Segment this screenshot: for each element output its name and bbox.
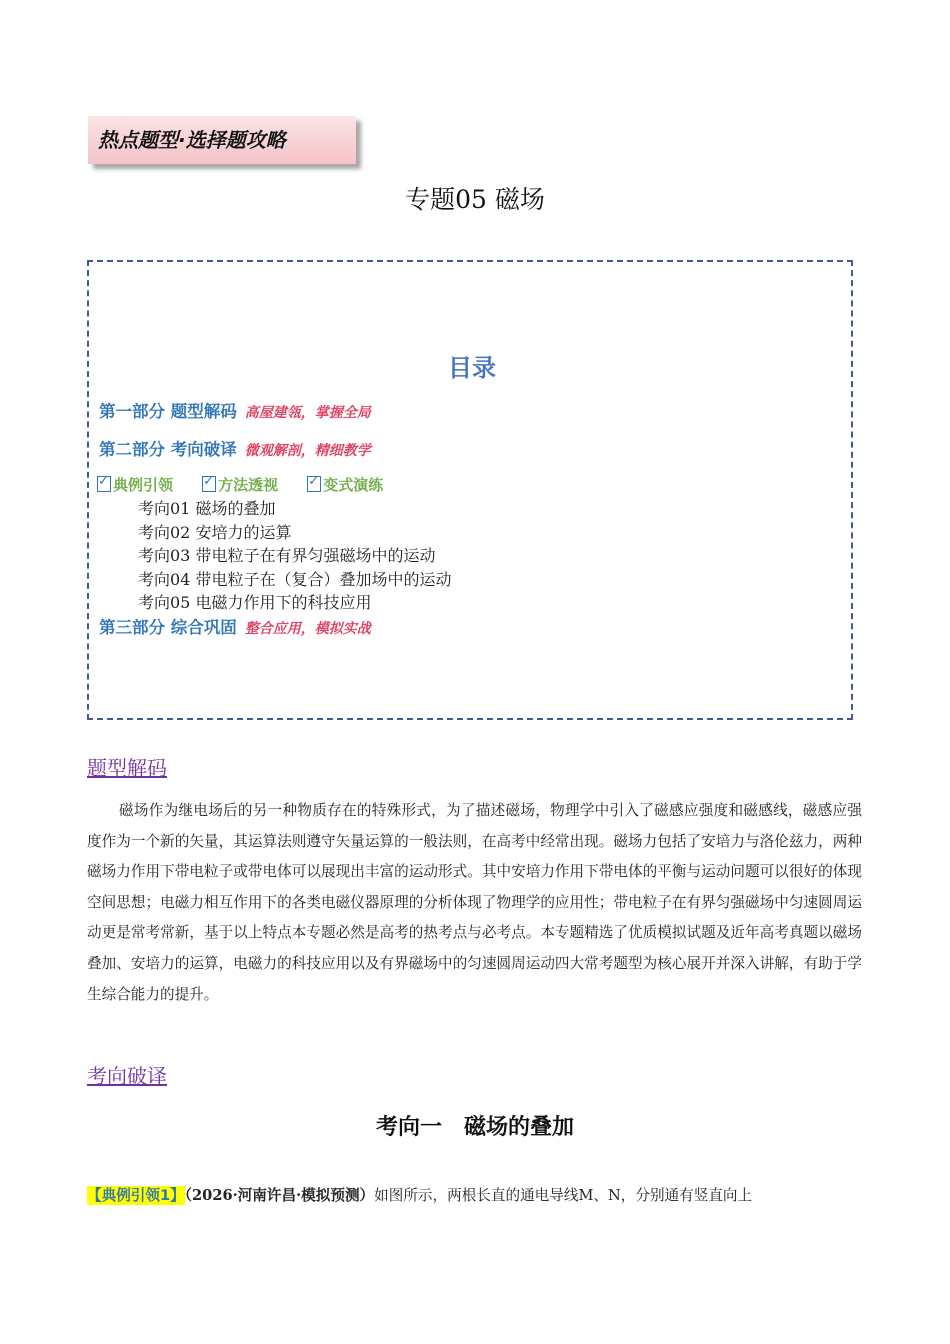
toc-part-1[interactable] xyxy=(99,398,371,424)
direction-subtitle: 考向一 磁场的叠加 xyxy=(375,1115,574,1140)
toc-direction-5[interactable]: 考向05 电磁力作用下的科技应用 xyxy=(138,593,372,612)
example-text: 如图所示，两根长直的通电导线M、N，分别通有竖直向上 xyxy=(374,1187,753,1204)
document-title: 专题05 磁场 xyxy=(405,185,545,214)
section-heading-question-types[interactable]: 题型解码 xyxy=(87,756,167,780)
toc-part-label: 第一部分 题型解码 xyxy=(99,402,237,421)
toc-direction-1[interactable]: 考向01 磁场的叠加 xyxy=(138,499,276,518)
section-heading-directions[interactable]: 考向破译 xyxy=(87,1064,167,1088)
toc-part-2[interactable] xyxy=(99,436,371,462)
tag-practice[interactable] xyxy=(307,474,383,495)
toc-title: 目录 xyxy=(448,354,496,382)
toc-part-slogan: 整合应用，模拟实战 xyxy=(244,621,371,637)
example-source: （2026·河南许昌·模拟预测） xyxy=(184,1187,375,1204)
tag-label: 方法透视 xyxy=(218,476,279,494)
example-line xyxy=(87,1184,752,1205)
tag-method[interactable] xyxy=(202,474,278,495)
toc-part-label: 第二部分 考向破译 xyxy=(99,440,237,459)
header-banner xyxy=(88,116,356,164)
tag-typical-example[interactable] xyxy=(97,474,173,495)
toc-part-3[interactable] xyxy=(99,614,371,640)
toc-part-slogan: 高屋建瓴，掌握全局 xyxy=(244,405,371,421)
intro-paragraph: 磁场作为继电场后的另一种物质存在的特殊形式，为了描述磁场，物理学中引入了磁感应强度和磁感线，磁感应强度作为一个新的矢量，其运算法则遵守矢量运算的一般法则，在高考中经常出现。磁场力包括了安培力与洛伦兹力，两种磁场力作用下带电粒子或带电体可以展现出丰富的运动形式。其中安培力作用下带电体的平衡与运动问题可以很好的体现空间思想；电磁力相互作用下的各类电磁仪器原理的分析体现了物理学的应用性；带电粒子在有界匀强磁场中匀速圆周运动更是常考常新，基于以上特点本专题必然是高考的热考点与必考点。本专题精选了优质模拟试题及近年高考真题以磁场叠加、安培力的运算，电磁力的科技应用以及有界磁场中的匀速圆周运动四大常考题型为核心展开并深入讲解，有助于学生综合能力的提升。 xyxy=(87,802,862,1003)
checkbox-doc-icon xyxy=(97,476,111,492)
tag-label: 典例引领 xyxy=(113,476,174,494)
tag-label: 变式演练 xyxy=(323,476,384,494)
checkbox-doc-icon xyxy=(307,476,321,492)
toc-part-label: 第三部分 综合巩固 xyxy=(99,618,237,637)
toc-tags xyxy=(97,474,407,498)
example-tag: 【典例引领1】 xyxy=(87,1187,185,1204)
toc-direction-3[interactable]: 考向03 带电粒子在有界匀强磁场中的运动 xyxy=(138,546,436,565)
toc-direction-4[interactable]: 考向04 带电粒子在（复合）叠加场中的运动 xyxy=(138,570,452,589)
toc-direction-2[interactable]: 考向02 安培力的运算 xyxy=(138,523,292,542)
checkbox-doc-icon xyxy=(202,476,216,492)
table-of-contents xyxy=(87,260,853,720)
banner-text: 热点题型·选择题攻略 xyxy=(98,128,286,152)
toc-part-slogan: 微观解剖，精细教学 xyxy=(244,443,371,459)
